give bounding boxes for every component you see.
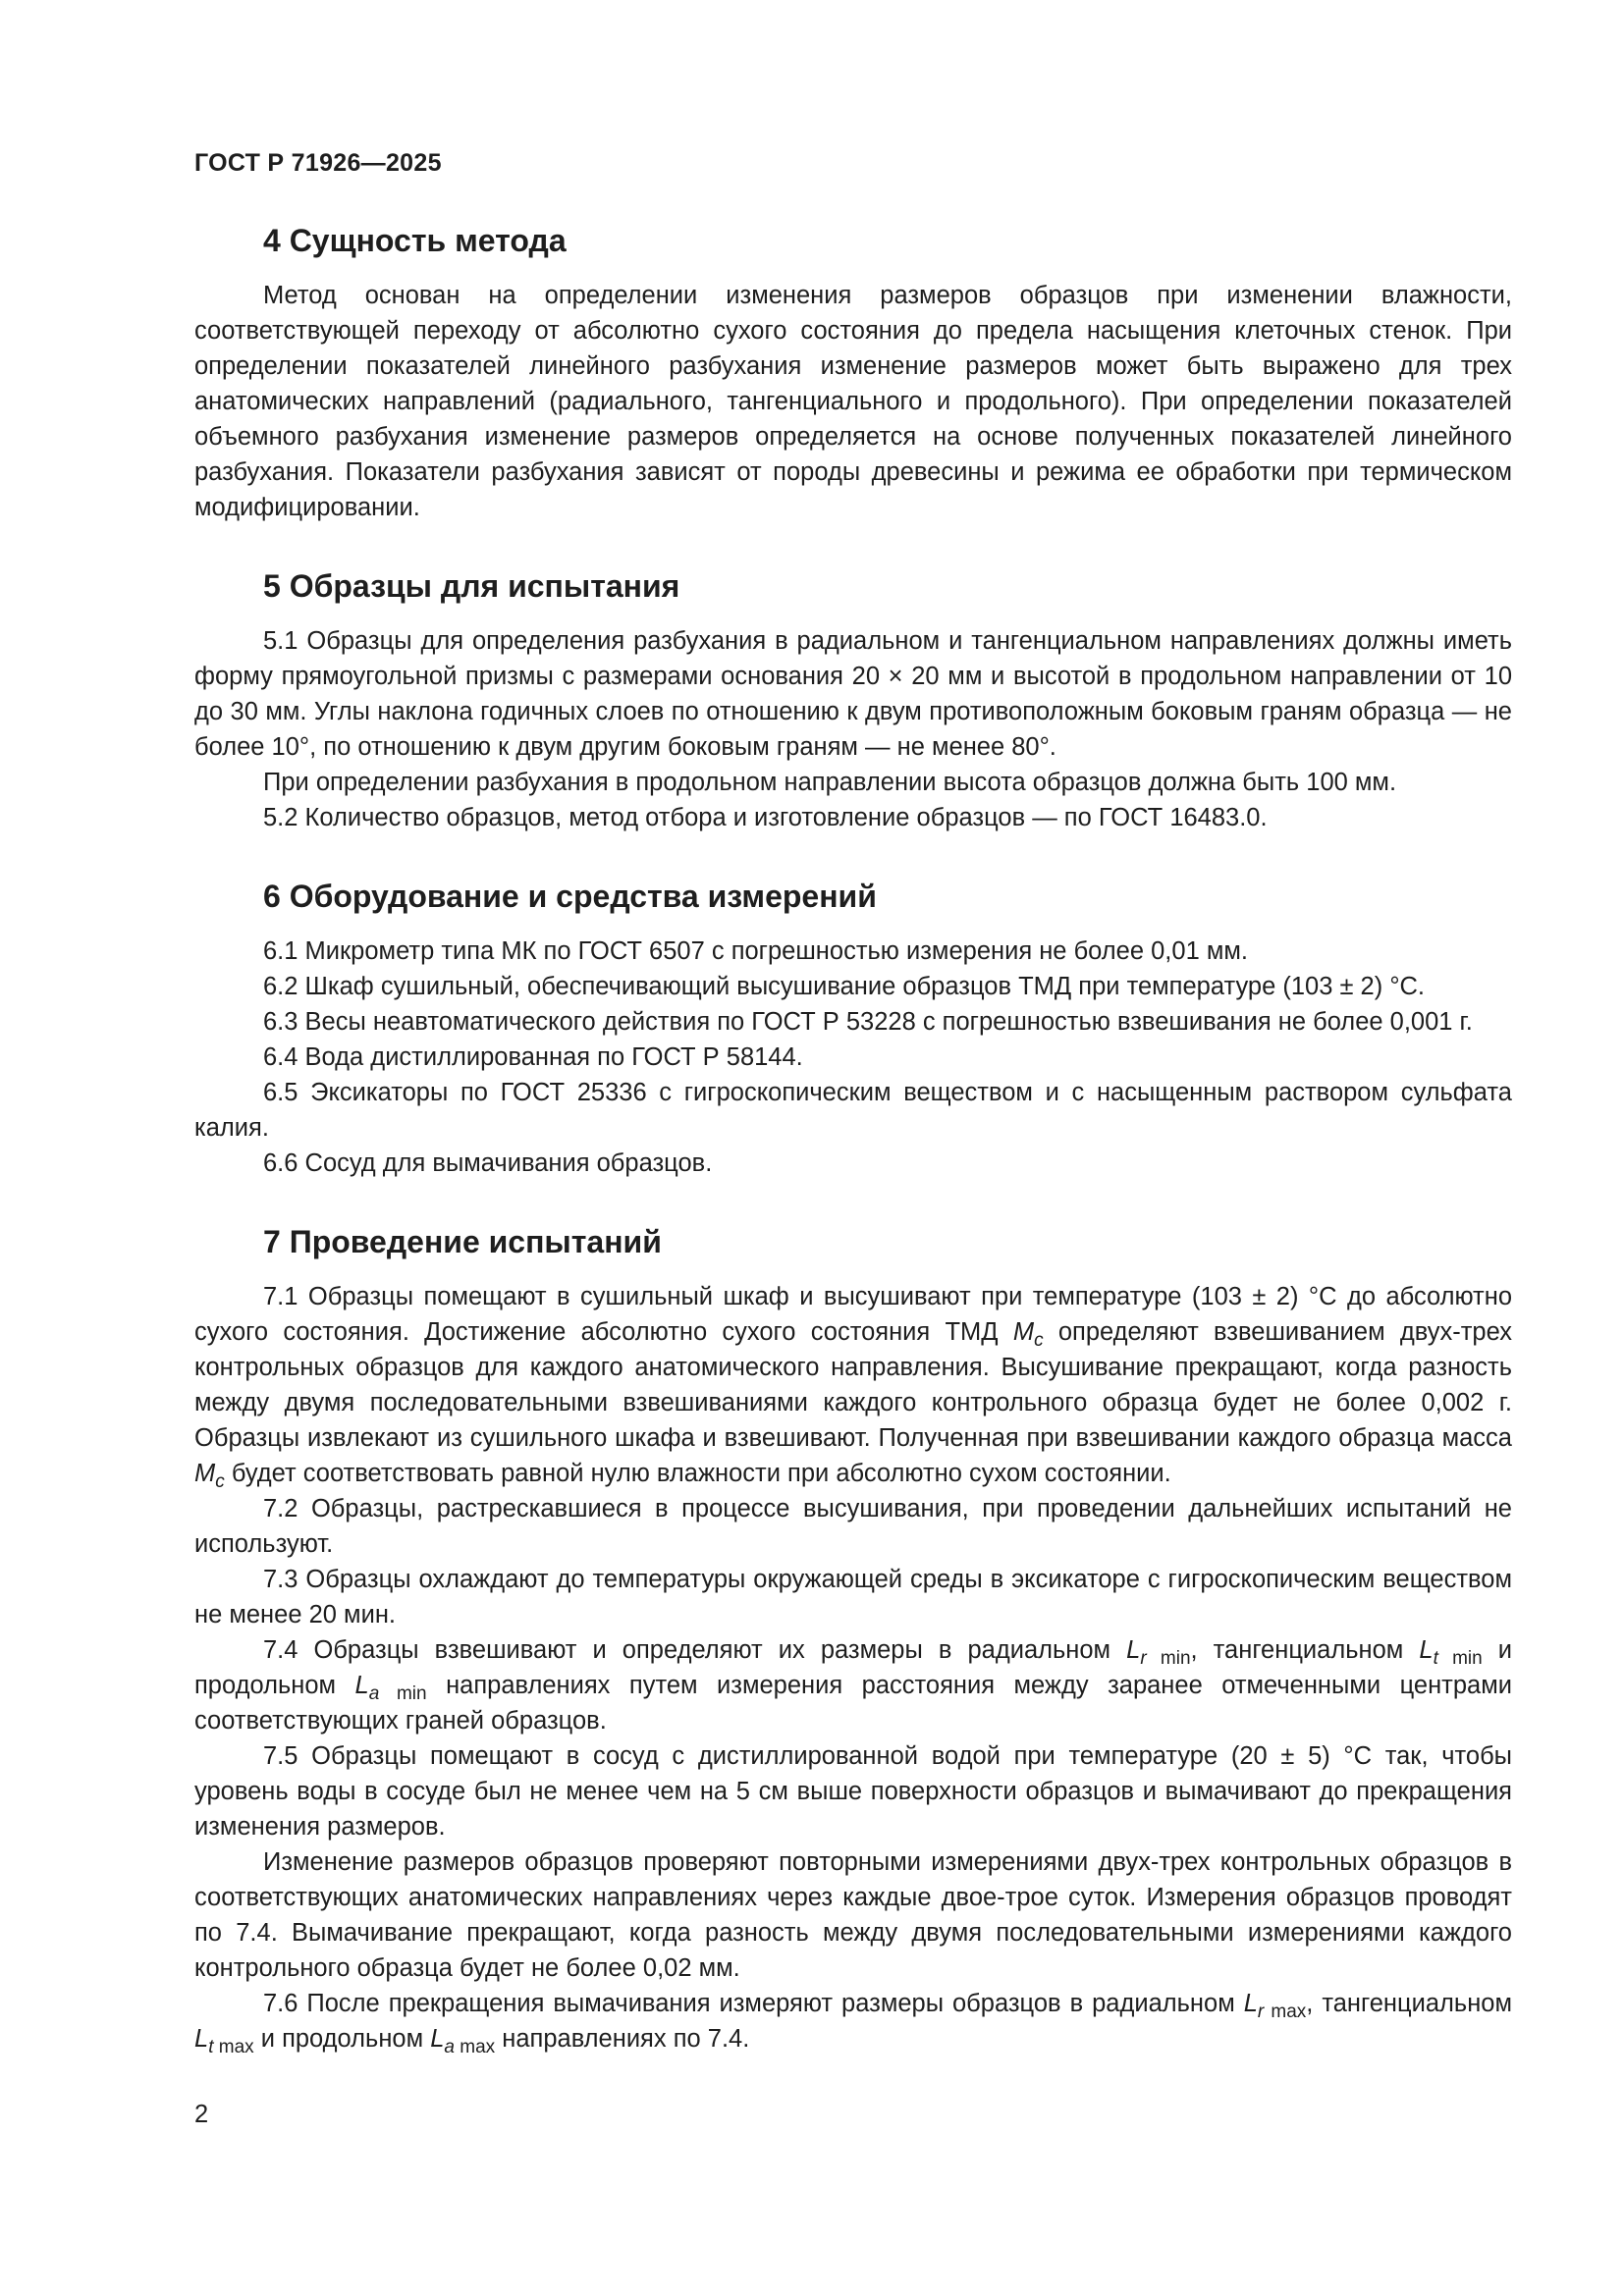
page-number: 2 [194,2101,209,2128]
paragraph-7-4-part-c: и продольном [194,1636,1513,1699]
paragraph-7-2: 7.2 Образцы, растрескавшиеся в процессе высушивания, при проведении дальнейших испытаний не используют. [194,1495,1512,1558]
paragraph-7-5-cont: Изменение размеров образцов проверяют повторными измерениями двух-трех контрольных образцов в соответствующих анатомических направлениях через каждые двое-трое суток. Измерения образцов проводят по 7.4. Вымачивание прекращают, когда разность между двумя последовательными измерениями каждого контрольного образца будет не более 0,02 мм. [194,1848,1512,1982]
paragraph-7-4-part-d: направлениях путем измерения расстояния между заранее отмеченными центрами соответствующих граней образцов. [194,1672,1512,1735]
symbol-la-min: $L_{a min}$ [354,1672,427,1704]
symbol-la-max: $L_{a max}$ [430,2025,496,2057]
paragraph-7-4-part-a: 7.4 Образцы взвешивают и определяют их размеры в радиальном [263,1636,1127,1664]
symbol-lt-max: $L_{t max}$ [194,2025,254,2057]
paragraph-7-3: 7.3 Образцы охлаждают до температуры окружающей среды в эксикаторе с гигроскопическим веществом не менее 20 мин. [194,1566,1512,1629]
paragraph-6-2: 6.2 Шкаф сушильный, обеспечивающий высушивание образцов ТМД при температуре (103 ± 2) °С. [263,973,1426,1000]
paragraph-7-5: 7.5 Образцы помещают в сосуд с дистиллированной водой при температуре (20 ± 5) °С так, чтобы уровень воды в сосуде был не менее чем на 5 см выше поверхности образцов и вымачивают до прекращения изменения размеров. [194,1742,1512,1841]
paragraph-5-1: 5.1 Образцы для определения разбухания в радиальном и тангенциальном направлениях должны иметь форму прямоугольной призмы с размерами основания 20 × 20 мм и высотой в продольном направлении от 10 до 30 мм. Углы наклона годичных слоев по отношению к двум противоположным боковым граням образца — не более 10°, по отношению к двум другим боковым граням — не менее 80°. [194,627,1512,761]
section-7-title: 7 Проведение испытаний [263,1224,662,1259]
symbol-mc: $M_c$ [1012,1318,1044,1351]
paragraph-6-1: 6.1 Микрометр типа МК по ГОСТ 6507 с погрешностью измерения не более 0,01 мм. [263,937,1248,965]
paragraph-5-2: 5.2 Количество образцов, метод отбора и изготовление образцов — по ГОСТ 16483.0. [263,804,1268,831]
paragraph-7-6-part-a: 7.6 После прекращения вымачивания измеряют размеры образцов в радиальном [263,1990,1244,2017]
paragraph-7-1-part-a: 7.1 Образцы помещают в сушильный шкаф и высушивают при температуре (103 ± 2) °С до абсолютно сухого состояния. Достижение абсолютно сухого состояния ТМД [194,1283,1512,1346]
symbol-lr-min: $L_{r min}$ [1126,1636,1191,1669]
paragraph-6-3: 6.3 Весы неавтоматического действия по ГОСТ Р 53228 с погрешностью взвешивания не более 0,001 г. [263,1008,1473,1036]
symbol-lt-min: $L_{t min}$ [1419,1636,1483,1669]
paragraph-7-6 [194,1986,1512,2056]
paragraph-7-6-part-c: и продольном [253,2025,431,2053]
paragraph-6-6: 6.6 Сосуд для вымачивания образцов. [263,1149,713,1177]
paragraph-7-1-part-b: определяют взвешиванием двух-трех контрольных образцов для каждого анатомического направления. Высушивание прекращают, когда разность между двумя последовательными взвешиваниями каждого контрольного образца будет не более 0,002 г. Образцы извлекают из сушильного шкафа и взвешивают. Полученная при взвешивании каждого образца масса [194,1318,1512,1452]
paragraph-6-4: 6.4 Вода дистиллированная по ГОСТ Р 58144. [263,1043,803,1071]
paragraph-5-1-cont: При определении разбухания в продольном направлении высота образцов должна быть 100 мм. [263,769,1397,796]
paragraph-7-1 [194,1279,1512,1491]
symbol-mc: $M_c$ [194,1460,225,1492]
paragraph-7-1-part-c: будет соответствовать равной нулю влажности при абсолютно сухом состоянии. [224,1460,1171,1487]
paragraph-7-6-part-d: направлениях по 7.4. [495,2025,750,2053]
paragraph-7-6-part-b: , тангенциальном [1306,1990,1513,2017]
paragraph-7-4 [194,1632,1512,1738]
paragraph-7-4-part-b: , тангенциальном [1190,1636,1420,1664]
symbol-lr-max: $L_{r max}$ [1243,1990,1307,2022]
section-6-title: 6 Оборудование и средства измерений [263,879,877,914]
section-4-title: 4 Сущность метода [263,223,567,258]
paragraph-6-5: 6.5 Эксикаторы по ГОСТ 25336 с гигроскопическим веществом и с насыщенным раствором сульфата калия. [194,1079,1512,1142]
document-body [194,221,1512,2056]
section-4-paragraph: Метод основан на определении изменения размеров образцов при изменении влажности, соответствующей переходу от абсолютно сухого состояния до предела насыщения клеточных стенок. При определении показателей линейного разбухания изменение размеров может быть выражено для трех анатомических направлений (радиального, тангенциального и продольного). При определении показателей объемного разбухания изменение размеров определяется на основе полученных показателей линейного разбухания. Показатели разбухания зависят от породы древесины и режима ее обработки при термическом модифицировании. [194,282,1512,521]
section-5-title: 5 Образцы для испытания [263,568,680,604]
document-code-header: ГОСТ Р 71926—2025 [194,149,442,177]
